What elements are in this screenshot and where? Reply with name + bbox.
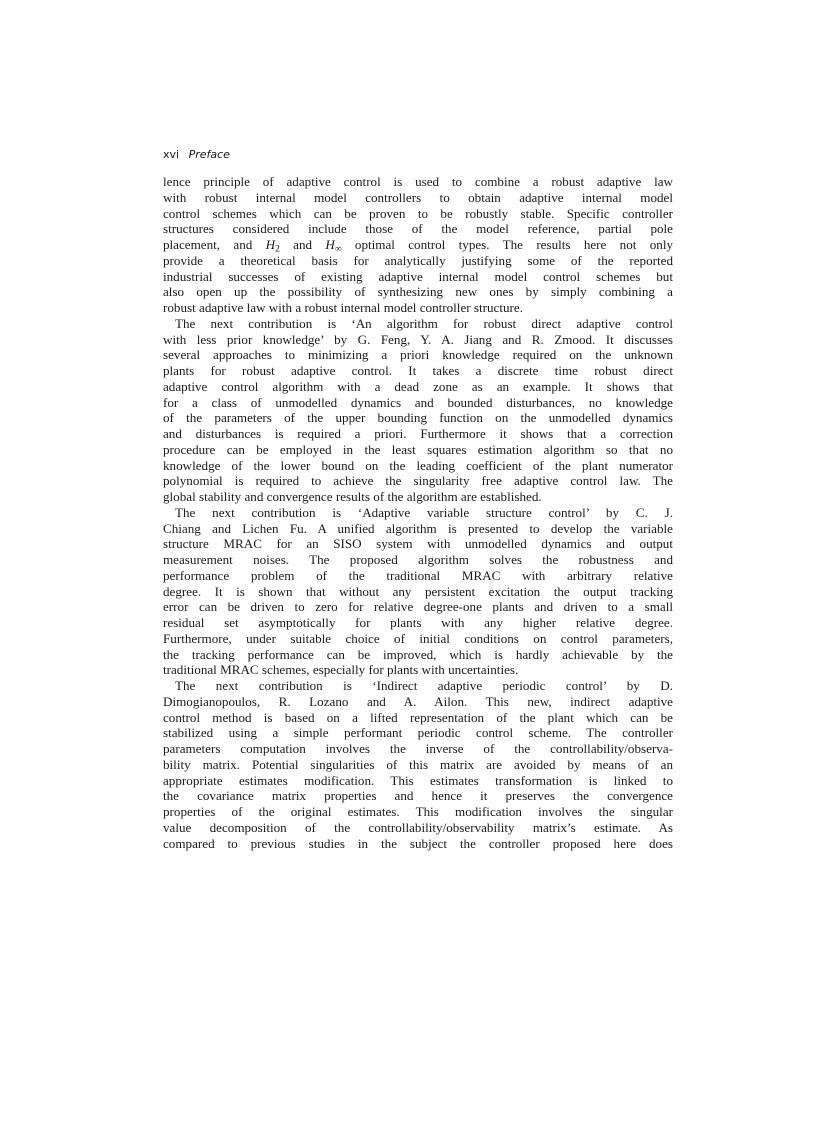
text-line: bility matrix. Potential singularities of this matrix are avoided by means of an <box>163 756 673 772</box>
paragraph-1 <box>163 174 673 316</box>
running-title: Preface <box>188 148 230 161</box>
h-letter: H <box>265 237 276 252</box>
text-line: knowledge of the lower bound on the leading coefficient of the plant numerator <box>163 457 673 473</box>
text-line: appropriate estimates modification. This estimates transformation is linked to <box>163 772 673 788</box>
math-line-after: optimal control types. The results here not only <box>341 237 674 252</box>
math-line-before: placement, and <box>163 237 266 252</box>
text-line: for a class of unmodelled dynamics and bounded disturbances, no knowledge <box>163 394 673 410</box>
paragraph-3 <box>163 505 673 678</box>
text-line: The next contribution is ‘Adaptive variable structure control’ by C. J. <box>175 504 673 520</box>
text-line: structures considered include those of the model reference, partial pole <box>163 221 673 237</box>
preface-body-text <box>163 174 673 851</box>
text-line: structure MRAC for an SISO system with unmodelled dynamics and output <box>163 536 673 552</box>
text-line: compared to previous studies in the subject the controller proposed here does <box>163 835 673 851</box>
text-line: the tracking performance can be improved, which is hardly achievable by the <box>163 646 673 662</box>
text-line: with robust internal model controllers to obtain adaptive internal model <box>163 189 673 205</box>
text-line: performance problem of the traditional MRAC with arbitrary relative <box>163 567 673 583</box>
text-line-with-math <box>163 237 673 253</box>
text-line: procedure can be employed in the least squares estimation algorithm so that no <box>163 441 673 457</box>
text-line: degree. It is shown that without any persistent excitation the output tracking <box>163 583 673 599</box>
text-line: with less prior knowledge’ by G. Feng, Y. A. Jiang and R. Zmood. It discusses <box>163 331 673 347</box>
paragraph-4 <box>163 678 673 851</box>
text-line: measurement noises. The proposed algorithm solves the robustness and <box>163 552 673 567</box>
text-line: global stability and convergence results of the algorithm are established. <box>163 489 542 504</box>
text-line: Dimogianopoulos, R. Lozano and A. Ailon. This new, indirect adaptive <box>163 693 673 709</box>
text-line: control method is based on a lifted representation of the plant which can be <box>163 709 673 725</box>
running-header <box>163 148 673 162</box>
text-line: several approaches to minimizing a priori knowledge required on the unknown <box>163 347 673 363</box>
text-line: of the parameters of the upper bounding function on the unmodelled dynamics <box>163 410 673 426</box>
text-line: The next contribution is ‘An algorithm for robust direct adaptive control <box>175 315 673 331</box>
text-line: Chiang and Lichen Fu. A unified algorithm is presented to develop the variable <box>163 520 673 536</box>
subscript-infinity: ∞ <box>334 244 342 255</box>
h-infinity-symbol <box>325 237 334 252</box>
text-line: and disturbances is required a priori. Furthermore it shows that a correction <box>163 426 673 441</box>
text-line: value decomposition of the controllability/observability matrix’s estimate. As <box>163 819 673 835</box>
text-line: also open up the possibility of synthesizing new ones by simply combining a <box>163 284 673 300</box>
text-line: parameters computation involves the inverse of the controllability/observa- <box>163 741 673 756</box>
h-letter: H <box>325 237 335 252</box>
text-line: robust adaptive law with a robust internal model controller structure. <box>163 300 523 315</box>
subscript-2: 2 <box>275 244 280 255</box>
text-line: Furthermore, under suitable choice of initial conditions on control parameters, <box>163 630 673 646</box>
text-line: lence principle of adaptive control is used to combine a robust adaptive law <box>163 174 673 189</box>
text-line: industrial successes of existing adaptive internal model control schemes but <box>163 268 673 284</box>
h2-symbol <box>266 237 275 252</box>
text-line: the covariance matrix properties and hence it preserves the convergence <box>163 788 673 804</box>
text-line: provide a theoretical basis for analytically justifying some of the reported <box>163 252 673 268</box>
text-line: stabilized using a simple performant periodic control scheme. The controller <box>163 725 673 741</box>
text-line: control schemes which can be proven to be robustly stable. Specific controller <box>163 205 673 221</box>
paragraph-2 <box>163 316 673 505</box>
math-line-mid: and <box>279 237 326 252</box>
text-line: residual set asymptotically for plants with any higher relative degree. <box>163 615 673 630</box>
text-line: plants for robust adaptive control. It takes a discrete time robust direct <box>163 363 673 378</box>
page-number: xvi <box>163 148 180 161</box>
text-line: error can be driven to zero for relative degree-one plants and driven to a small <box>163 599 673 615</box>
text-line: adaptive control algorithm with a dead zone as an example. It shows that <box>163 378 673 394</box>
text-line: properties of the original estimates. This modification involves the singular <box>163 804 673 819</box>
text-line: The next contribution is ‘Indirect adaptive periodic control’ by D. <box>175 678 673 693</box>
text-line: polynomial is required to achieve the singularity free adaptive control law. The <box>163 473 673 489</box>
text-line: traditional MRAC schemes, especially for plants with uncertainties. <box>163 662 519 678</box>
